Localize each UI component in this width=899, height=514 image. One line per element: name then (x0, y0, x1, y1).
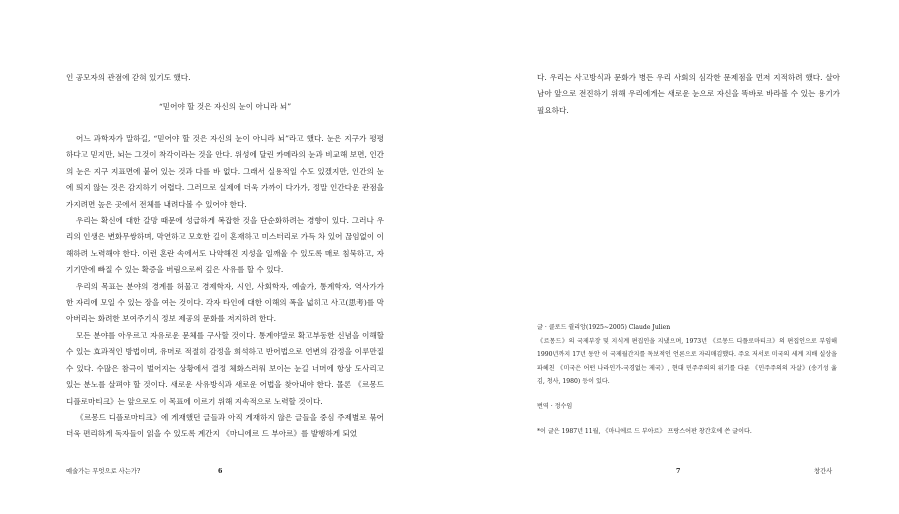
paragraph: 《르몽드 디플로마티크》에 게재했던 글들과 아직 게재하지 않은 글들을 중심 주제별로 묶어 더욱 편리하게 독자들이 읽을 수 있도록 계간지 《마니에르 드 부아르》를 발행하게 되었 (66, 412, 384, 439)
left-page (0, 0, 449, 514)
paragraph: 모든 분야를 아우르고 자유로운 문체를 구사할 것이다. 통계야말로 확고부동한 신념을 이해할 수 있는 효과적인 방법이며, 유머로 적절히 감정을 희석하고 반어법으로 언변의 감정을 이루만질 수 있다. 수많은 참극이 벌어지는 상황에서 결정 체화스러워 보이는 눈길 너머에 항상 도사리고 있는 분노를 살펴야 할 것이다. 새로운 사유방식과 새로운 어법을 찾아내야 한다. 몰론 《르몽드 디플로마티크》는 앞으로도 이 목표에 이르기 위해 지속적으로 노력할 것이다. (66, 330, 384, 406)
running-footer-book-title: 예술가는 무엇으로 사는가? (66, 468, 141, 475)
paragraph: 우리는 확신에 대한 갈망 때문에 성급하게 복잡한 것을 단순화하려는 경향이 있다. 그러나 우리의 인생은 변화무쌍하며, 막연하고 모호한 길이 혼재하고 미스터리로 가득 차 있어 끊임없이 이해하려 노력해야 한다. 이런 혼란 속에서도 나약해진 지성을 일깨울 수 있도록 매로 침묵하고, 자기기만에 빠질 수 있는 확증을 버림으로써 깊은 사유를 할 수 있다. (66, 216, 384, 275)
left-page-body (66, 131, 384, 443)
paragraph: 어느 과학자가 말하길, “믿어야 할 것은 자신의 눈이 아니라 뇌”라고 했다. 눈은 지구가 평평하다고 믿지만, 뇌는 그것이 착각이라는 것을 안다. 위성에 달린 카메라의 눈과 비교해 보면, 인간의 눈은 지구 지표면에 붙어 있는 것과 다를 바 없다. 그래서 실용적일 수도 있겠지만, 인간의 눈에 띄지 않는 것은 감지하기 어렵다. 그러므로 실제에 더욱 가까이 다가가, 정말 인간다운 관점을 가지려면 높은 곳에서 전체를 내려다볼 수 있어야 한다. (66, 134, 384, 209)
right-page (450, 0, 899, 514)
left-top-line-text: 인 공모자의 관점에 갇혀 있기도 했다. (66, 73, 191, 82)
author-bio: 《르몽드》의 국제부장 및 지식계 편집인을 지냈으며, 1973년 《르몽드 디플로마티크》의 편집인으로 부임해 1990년까지 17년 동안 이 국제월간지를 독보적인 언론으로 자리매김했다. 주요 저서로 미국의 세계 지배 실상을 파헤친 《미국은 어떤 나라인가-국경없는 제국》, 현대 민주주의의 위기를 다룬 《민주주의의 자살》(송기성 옮김, 청사, 1980) 등이 있다. (537, 337, 837, 386)
running-footer-section: 창간사 (814, 468, 833, 475)
author-line: 글 · 클로드 쥘리앙(1925~2005) Claude Julien (537, 324, 671, 331)
left-page-top-line (66, 70, 384, 86)
source-note: *이 글은 1987년 11월, 《마니에르 드 부아르》 프랑스어판 창간호에 쓴 글이다. (537, 427, 752, 435)
page-number-left: 6 (218, 468, 223, 475)
paragraph: 우리의 목표는 분야의 경계를 허물고 경제학자, 시인, 사회학자, 예술가, 통계학자, 역사가가 한 자리에 모일 수 있는 장을 여는 것이다. 각자 타인에 대한 이해의 폭을 넓히고 사고(思考)를 막아버리는 화려한 보여주기식 정보 제공의 문화를 저지하려 한다. (66, 281, 384, 324)
translator-line: 번역 · 정수임 (537, 402, 573, 410)
right-page-body (537, 70, 840, 119)
author-credits (537, 321, 837, 438)
paragraph: 다. 우리는 사고방식과 문화가 병든 우리 사회의 심각한 문제점을 먼저 지적하려 했다. 살아남아 앞으로 전진하기 위해 우리에게는 새로운 눈으로 자신을 똑바로 바라볼 수 있는 용기가 필요하다. (537, 73, 840, 115)
page-number-right: 7 (676, 468, 681, 475)
pull-quote: “믿어야 할 것은 자신의 눈이 아니라 뇌” (158, 102, 292, 111)
